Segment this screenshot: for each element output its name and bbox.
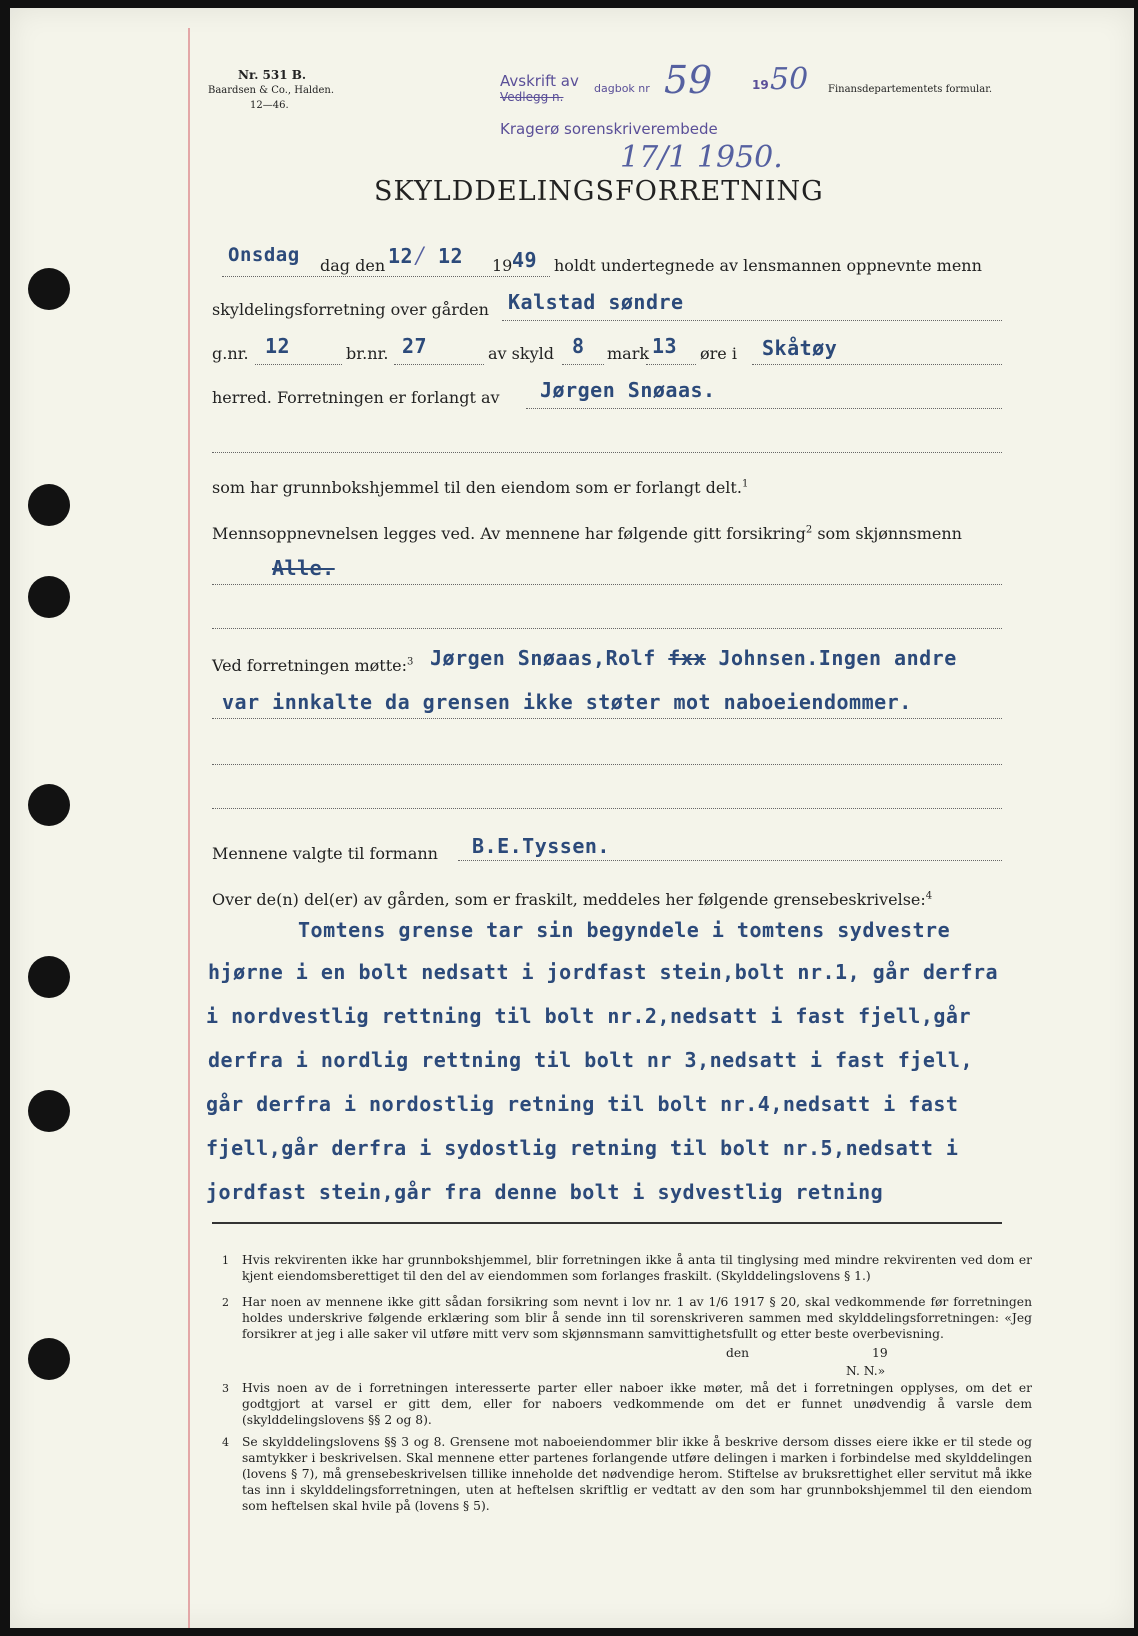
attendance-line2: var innkalte da grensen ikke støter mot naboeiendommer. xyxy=(222,690,912,714)
skyld-label: av skyld xyxy=(488,344,554,363)
form-authority: Finansdepartementets formular. xyxy=(828,84,993,95)
fill-line xyxy=(255,364,342,365)
boundary-line: Tomtens grense tar sin begyndele i tomtens sydvestre xyxy=(298,918,951,942)
stamp-avskrift: Avskrift av xyxy=(500,72,579,90)
requester-label: herred. Forretningen er forlangt av xyxy=(212,388,500,407)
attendance-names-a: Jørgen Snøaas,Rolf xyxy=(430,646,656,670)
attendance-label-text: Ved forretningen møtte: xyxy=(212,656,407,675)
day-value: 12 xyxy=(388,244,414,268)
attendance-names-b: Johnsen.Ingen andre xyxy=(718,646,957,670)
hjemmel-text: som har grunnbokshjemmel til den eiendom som er forlangt delt.$^1$ xyxy=(212,478,749,497)
footnote-divider xyxy=(212,1222,1002,1224)
forsikring-value: Alle. xyxy=(272,556,335,580)
margin-line xyxy=(188,28,190,1628)
attendance-line1 xyxy=(430,646,957,670)
document-title: SKYLDDELINGSFORRETNING xyxy=(374,176,824,207)
footnote-2-year: 19 xyxy=(872,1346,888,1360)
fill-line xyxy=(752,364,1002,365)
document-page xyxy=(10,8,1134,1628)
footnote-2-signature: N. N.» xyxy=(846,1364,886,1378)
print-date: 12—46. xyxy=(250,100,289,111)
fill-line xyxy=(458,860,1002,861)
fill-line xyxy=(212,452,1002,453)
footnote-number: 2 xyxy=(222,1296,229,1309)
attendance-label: Ved forretningen møtte:$^3$ xyxy=(212,656,414,675)
farm-value: Kalstad søndre xyxy=(508,290,684,314)
punch-hole xyxy=(28,1338,70,1380)
boundary-line: går derfra i nordostlig retning til bolt nr.4,nedsatt i fast xyxy=(206,1092,959,1116)
punch-hole xyxy=(28,956,70,998)
footnote-number: 1 xyxy=(222,1254,229,1267)
footnote-4: Se skylddelingslovens §§ 3 og 8. Grensene mot naboeiendommer blir ikke å beskrive dersom disses eiere ikke er til stede og samtykker i beskrivelsen. Skal mennene etter partenes forlangende utføre delingen i marken i forbindelse med skylddelingen (lovens § 7), må grensebeskrivelsen tillike inneholde det nødvendige herom. Stiftelse av bruksrettighet eller servitut må ikke tas inn i skylddelingsforretningen, uten at heftelsen skriftlig er vedtatt av den som har grunnbokshjemmel til den eiendom som heftelsen skal hvile på (lovens § 5). xyxy=(242,1435,1032,1513)
year-suffix-value: 49 xyxy=(512,248,538,272)
stamp-office: Kragerø sorenskriverembede xyxy=(500,120,718,138)
fill-line xyxy=(526,408,1002,409)
boundary-line: fjell,går derfra i sydostlig retning til bolt nr.5,nedsatt i xyxy=(206,1136,959,1160)
gnr-value: 12 xyxy=(265,334,291,358)
printer-name: Baardsen & Co., Halden. xyxy=(208,85,335,96)
hand-year-suffix: 50 xyxy=(770,62,809,97)
fill-line xyxy=(646,364,696,365)
footnote-2-den: den xyxy=(726,1346,750,1360)
requester-value: Jørgen Snøaas. xyxy=(540,378,716,402)
footnote-1: Hvis rekvirenten ikke har grunnbokshjemmel, blir forretningen ikke å anta til tinglysing med mindre rekvirenten ved dom er kjent eiendomsberettiget til den del av eiendommen som forlanges fraskilt. (Skylddelingslovens § 1.) xyxy=(242,1253,1032,1283)
hand-dagbok-number: 59 xyxy=(664,58,713,102)
line1-text: holdt undertegnede av lensmannen oppnevnte menn xyxy=(554,256,982,275)
footnote-number: 3 xyxy=(222,1382,229,1395)
year-prefix-label: 19 xyxy=(492,256,513,275)
gnr-label: g.nr. xyxy=(212,344,249,363)
hjemmel-text-value: som har grunnbokshjemmel til den eiendom som er forlangt delt. xyxy=(212,478,742,497)
footnote-number: 4 xyxy=(222,1436,229,1449)
fill-line xyxy=(212,808,1002,809)
punch-hole xyxy=(28,268,70,310)
fill-line xyxy=(222,276,550,277)
fill-line xyxy=(212,718,1002,719)
footnote-2: Har noen av mennene ikke gitt sådan forsikring som nevnt i lov nr. 1 av 1/6 1917 § 20, skal vedkommende før forretningen holdes underskrive følgende erklæring som blir å sende inn til sorenskriveren sammen med skylddelingsforretningen: «Jeg forsikrer at jeg i alle saker vil utføre mitt verv som skjønnsmann samvittighetsfullt og etter beste overbevisning. xyxy=(242,1295,1032,1341)
boundary-line: derfra i nordlig rettning til bolt nr 3,nedsatt i fast fjell, xyxy=(208,1048,974,1072)
fill-line xyxy=(212,764,1002,765)
farm-label: skyldelingsforretning over gården xyxy=(212,300,489,319)
punch-hole xyxy=(28,784,70,826)
boundary-label-text: Over de(n) del(er) av gården, som er fraskilt, meddeles her følgende grensebeskrivelse: xyxy=(212,890,926,909)
brnr-value: 27 xyxy=(402,334,428,358)
form-number: Nr. 531 B. xyxy=(238,68,307,82)
chairman-value: B.E.Tyssen. xyxy=(472,834,610,858)
month-value: 12 xyxy=(438,244,464,268)
fill-line xyxy=(212,628,1002,629)
stamp-vedlegg: Vedlegg n. xyxy=(500,90,564,104)
fill-line xyxy=(212,584,1002,585)
brnr-label: br.nr. xyxy=(346,344,389,363)
boundary-line: hjørne i en bolt nedsatt i jordfast stein,bolt nr.1, går derfra xyxy=(208,960,999,984)
boundary-label: Over de(n) del(er) av gården, som er fraskilt, meddeles her følgende grensebeskrivelse:$^4$ xyxy=(212,890,933,909)
punch-hole xyxy=(28,484,70,526)
fill-line xyxy=(502,320,1002,321)
forsikring-text-value: Mennsoppnevnelsen legges ved. Av mennene har følgende gitt forsikring xyxy=(212,524,806,543)
ore-value: 13 xyxy=(652,334,678,358)
skjonnsmenn-label: som skjønnsmenn xyxy=(817,524,962,543)
footnote-3: Hvis noen av de i forretningen interesserte parter eller naboer ikke møter, må det i forretningen opplyses, om det er godtgjort at varsel er gitt dem, eller for naboers vedkommende om det er funnet unødvendig å varsle dem (skylddelingslovens §§ 2 og 8). xyxy=(242,1381,1032,1427)
fill-line xyxy=(394,364,484,365)
stamp-year-prefix: 19 xyxy=(752,78,769,92)
boundary-line: jordfast stein,går fra denne bolt i sydvestlig retning xyxy=(206,1180,884,1204)
boundary-line: i nordvestlig rettning til bolt nr.2,nedsatt i fast fjell,går xyxy=(206,1004,972,1028)
attendance-struck-text: fxx xyxy=(668,646,706,670)
date-slash-mark: / xyxy=(416,244,424,269)
hand-date: 17/1 1950. xyxy=(620,140,783,175)
forsikring-text: Mennsoppnevnelsen legges ved. Av mennene har følgende gitt forsikring$^2$ som skjønnsmenn xyxy=(212,524,962,543)
skyld-mark-value: 8 xyxy=(572,334,585,358)
dag-den-label: dag den xyxy=(320,256,386,275)
mark-label: mark xyxy=(607,344,650,363)
municipality-value: Skåtøy xyxy=(762,336,838,360)
stamp-dagbok: dagbok nr xyxy=(594,82,650,95)
punch-hole xyxy=(28,1090,70,1132)
ore-label: øre i xyxy=(700,344,737,363)
weekday-value: Onsdag xyxy=(228,244,300,266)
punch-hole xyxy=(28,576,70,618)
fill-line xyxy=(562,364,604,365)
chairman-label: Mennene valgte til formann xyxy=(212,844,438,863)
